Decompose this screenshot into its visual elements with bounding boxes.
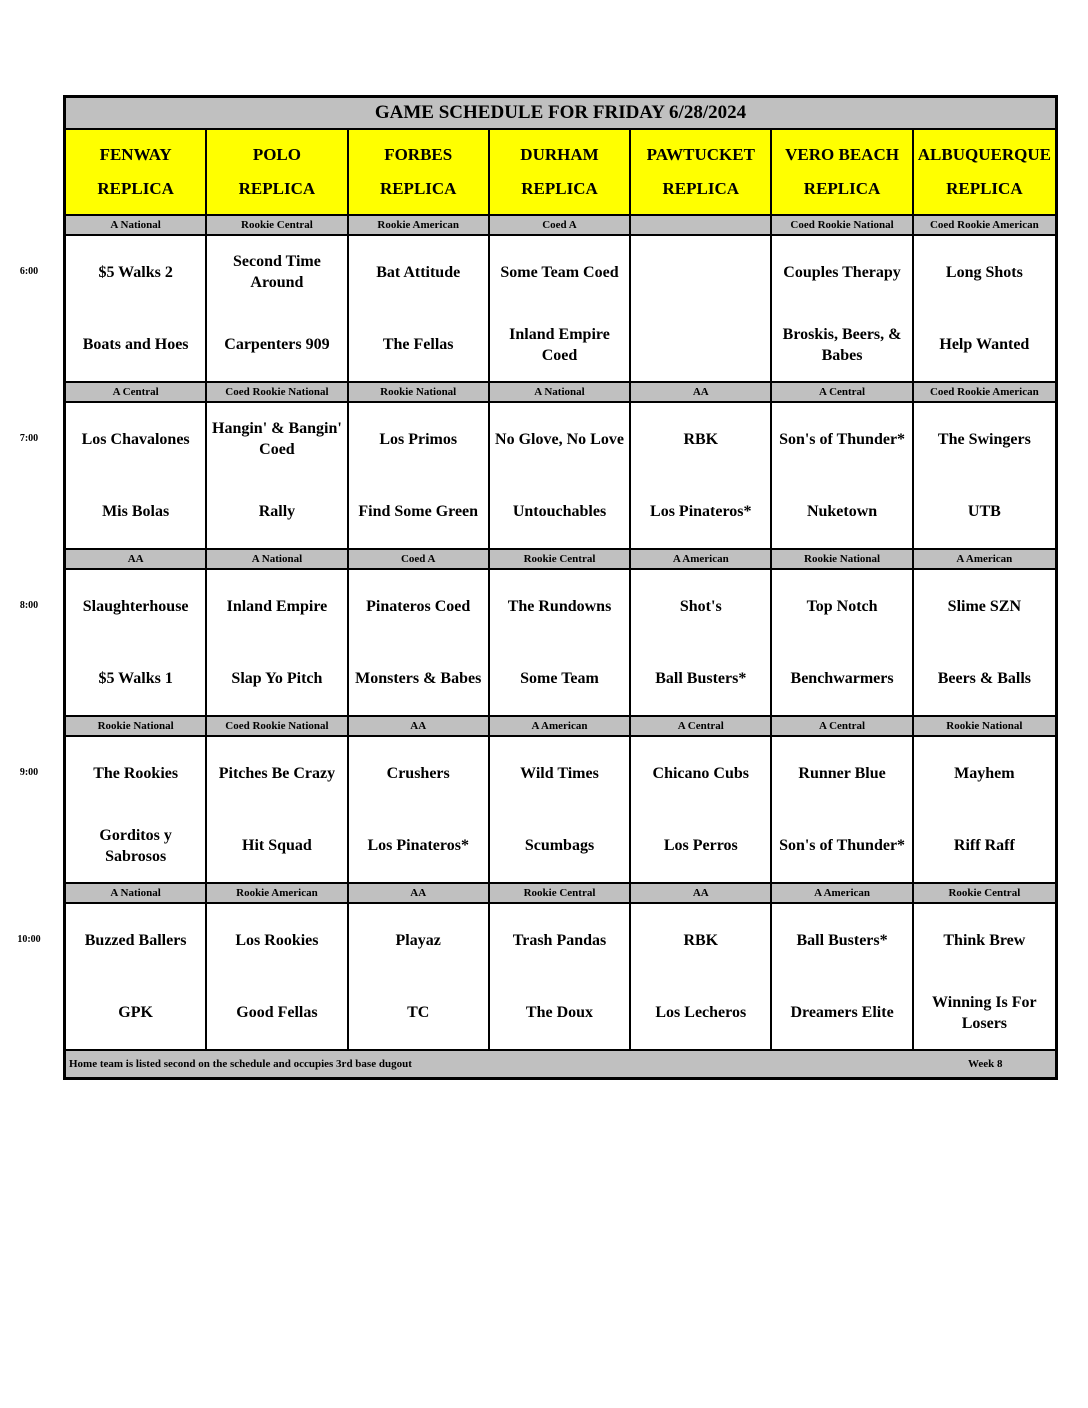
home-team: Find Some Green	[358, 503, 479, 521]
game-cell	[631, 904, 772, 1049]
away-team: Buzzed Ballers	[84, 931, 187, 949]
division-label: A Central	[772, 717, 913, 735]
division-row	[66, 550, 1055, 570]
away-team: Los Rookies	[235, 931, 319, 949]
game-row	[66, 403, 1055, 550]
game-row	[66, 236, 1055, 383]
division-label: A Central	[66, 383, 207, 401]
field-name: DURHAM	[520, 145, 599, 164]
division-label: Rookie National	[946, 720, 1023, 732]
home-team: Scumbags	[524, 837, 595, 855]
game-cell	[66, 236, 207, 381]
division-row	[66, 884, 1055, 904]
game-cell	[349, 570, 490, 715]
away-team: Son's of Thunder*	[779, 430, 906, 448]
field-name: FENWAY	[99, 145, 172, 164]
game-cell	[772, 737, 913, 882]
division-label: AA	[631, 884, 772, 902]
game-cell	[66, 737, 207, 882]
home-team: Help Wanted	[939, 336, 1030, 354]
home-team: Los Lecheros	[655, 1004, 747, 1022]
away-team: Mayhem	[954, 764, 1015, 782]
game-cell	[631, 236, 772, 381]
game-cell	[490, 737, 631, 882]
away-team: Top Notch	[806, 597, 878, 615]
game-cell	[207, 236, 348, 381]
division-label: Coed A	[490, 216, 631, 234]
home-team: The Fellas	[382, 336, 454, 354]
home-team: Los Pinateros*	[367, 837, 469, 855]
field-header-2	[349, 130, 490, 214]
division-label	[631, 216, 772, 234]
game-row	[66, 737, 1055, 884]
home-team: Nuketown	[806, 503, 878, 521]
division-label: Coed Rookie National	[772, 216, 913, 234]
away-team: Playaz	[395, 931, 441, 949]
division-label: AA	[349, 717, 490, 735]
field-name: FORBES	[384, 145, 453, 164]
field-subtitle: REPLICA	[379, 179, 457, 198]
game-cell	[772, 570, 913, 715]
away-team: Pitches Be Crazy	[218, 764, 336, 782]
home-team: UTB	[967, 503, 1001, 521]
division-label: Coed Rookie American	[929, 219, 1039, 231]
away-team: The Swingers	[937, 430, 1031, 448]
home-team: Los Pinateros*	[650, 503, 752, 521]
division-label: A Central	[631, 717, 772, 735]
division-row	[66, 383, 1055, 403]
division-label: Rookie National	[772, 550, 913, 568]
division-label: Rookie Central	[207, 216, 348, 234]
division-label: Rookie American	[349, 216, 490, 234]
game-cell	[914, 570, 1055, 715]
away-team: RBK	[683, 430, 719, 448]
game-cell	[914, 904, 1055, 1049]
game-cell	[914, 403, 1055, 548]
time-label: 9:00	[19, 767, 39, 778]
away-team: Runner Blue	[798, 764, 886, 782]
division-row	[66, 216, 1055, 236]
game-cell	[490, 403, 631, 548]
home-team: Boats and Hoes	[82, 336, 189, 354]
division-label: AA	[66, 550, 207, 568]
game-cell	[914, 737, 1055, 882]
division-label: Rookie National	[66, 717, 207, 735]
away-team: Bat Attitude	[376, 263, 461, 281]
field-header-3	[490, 130, 631, 214]
division-label: A National	[66, 884, 207, 902]
game-cell	[66, 403, 207, 548]
division-row	[66, 717, 1055, 737]
game-cell	[631, 403, 772, 548]
game-cell	[772, 403, 913, 548]
time-label: 6:00	[19, 266, 39, 277]
home-team: Slap Yo Pitch	[231, 670, 323, 688]
field-header-1	[207, 130, 348, 214]
division-label: Coed Rookie National	[207, 383, 348, 401]
game-cell	[772, 904, 913, 1049]
division-label: Rookie Central	[490, 884, 631, 902]
field-header-6	[914, 130, 1055, 214]
field-subtitle: REPLICA	[97, 179, 174, 198]
home-team	[631, 309, 770, 382]
game-row	[66, 904, 1055, 1051]
home-team: Monsters & Babes	[355, 670, 482, 688]
time-label: 7:00	[19, 433, 39, 444]
home-team: Riff Raff	[953, 837, 1015, 855]
game-cell	[631, 737, 772, 882]
home-team: Winning Is For Losers	[932, 993, 1037, 1032]
field-subtitle: REPLICA	[803, 179, 881, 198]
division-label: A American	[631, 550, 772, 568]
game-cell	[349, 737, 490, 882]
game-cell	[914, 236, 1055, 381]
field-name: PAWTUCKET	[646, 145, 755, 164]
game-cell	[631, 570, 772, 715]
home-team: GPK	[118, 1004, 153, 1022]
away-team: The Rundowns	[507, 597, 612, 615]
away-team: Second Time Around	[232, 253, 321, 292]
away-team: Los Primos	[379, 430, 458, 448]
away-team: Inland Empire	[226, 597, 328, 615]
time-slots	[66, 216, 1055, 1051]
away-team: Ball Busters*	[796, 931, 888, 949]
away-team: Some Team Coed	[500, 263, 619, 281]
game-cell	[66, 570, 207, 715]
away-team: RBK	[683, 931, 719, 949]
schedule-title: GAME SCHEDULE FOR FRIDAY 6/28/2024	[66, 98, 1055, 130]
away-team	[631, 236, 770, 309]
away-team: Pinateros Coed	[366, 597, 471, 615]
division-label: Rookie Central	[490, 550, 631, 568]
game-cell	[490, 904, 631, 1049]
home-team: Hit Squad	[242, 837, 312, 855]
field-subtitle: REPLICA	[662, 179, 740, 198]
home-team: Good Fellas	[236, 1004, 318, 1022]
field-header-0	[66, 130, 207, 214]
away-team: Slime SZN	[947, 597, 1022, 615]
division-label: Coed Rookie American	[929, 386, 1039, 398]
field-subtitle: REPLICA	[521, 179, 598, 198]
game-row	[66, 570, 1055, 717]
week-label: Week 8	[968, 1058, 1003, 1070]
home-team: Rally	[258, 503, 296, 521]
schedule-table	[63, 95, 1058, 1080]
field-header-5	[772, 130, 913, 214]
time-label: 8:00	[19, 600, 39, 611]
home-team: Mis Bolas	[102, 503, 170, 521]
home-team: Gorditos y Sabrosos	[99, 826, 172, 865]
field-name: ALBUQUERQUE	[917, 145, 1051, 164]
game-cell	[772, 236, 913, 381]
home-team: Los Perros	[663, 837, 738, 855]
home-team: Untouchables	[512, 503, 607, 521]
home-team: The Doux	[525, 1004, 594, 1022]
away-team: Hangin' & Bangin' Coed	[212, 420, 342, 459]
away-team: $5 Walks 2	[98, 263, 173, 281]
game-cell	[207, 403, 348, 548]
home-team: Inland Empire Coed	[509, 325, 610, 364]
away-team: Trash Pandas	[512, 931, 607, 949]
away-team: Los Chavalones	[81, 430, 190, 448]
division-label: AA	[631, 383, 772, 401]
away-team: Crushers	[386, 764, 450, 782]
away-team: Long Shots	[945, 263, 1023, 281]
game-cell	[207, 904, 348, 1049]
home-team: Ball Busters*	[655, 670, 747, 688]
away-team: Slaughterhouse	[82, 597, 189, 615]
division-label: A National	[490, 383, 631, 401]
division-label: Coed A	[349, 550, 490, 568]
division-label: A American	[956, 553, 1013, 565]
game-cell	[349, 236, 490, 381]
field-header-4	[631, 130, 772, 214]
away-team: Wild Times	[520, 764, 599, 782]
away-team: Couples Therapy	[783, 263, 901, 281]
game-cell	[490, 236, 631, 381]
field-subtitle: REPLICA	[238, 179, 316, 198]
home-team: $5 Walks 1	[98, 670, 173, 688]
game-cell	[66, 904, 207, 1049]
game-cell	[207, 737, 348, 882]
field-name: POLO	[252, 145, 301, 164]
game-cell	[490, 570, 631, 715]
home-team: Beers & Balls	[937, 670, 1032, 688]
game-cell	[349, 403, 490, 548]
game-cell	[349, 904, 490, 1049]
home-team: Some Team	[520, 670, 599, 688]
division-label: Rookie American	[207, 884, 348, 902]
field-subtitle: REPLICA	[946, 179, 1023, 198]
field-header-row	[66, 130, 1055, 216]
home-team: TC	[407, 1004, 430, 1022]
game-cell	[207, 570, 348, 715]
division-label: Rookie National	[349, 383, 490, 401]
home-team: Benchwarmers	[790, 670, 894, 688]
away-team: The Rookies	[93, 764, 179, 782]
away-team: Think Brew	[943, 931, 1026, 949]
division-label: A American	[490, 717, 631, 735]
division-label: AA	[349, 884, 490, 902]
away-team: Shot's	[679, 597, 722, 615]
division-label: A National	[66, 216, 207, 234]
home-team: Carpenters 909	[224, 336, 330, 354]
away-team: Chicano Cubs	[652, 764, 750, 782]
away-team: No Glove, No Love	[495, 430, 624, 448]
division-label: Coed Rookie National	[207, 717, 348, 735]
division-label: A American	[772, 884, 913, 902]
division-label: A National	[207, 550, 348, 568]
home-team: Broskis, Beers, & Babes	[782, 325, 902, 364]
home-team: Dreamers Elite	[790, 1004, 894, 1022]
division-label: A Central	[772, 383, 913, 401]
footer-row	[66, 1051, 1055, 1077]
division-label: Rookie Central	[948, 887, 1021, 899]
footer-note: Home team is listed second on the schedule and occupies 3rd base dugout	[69, 1058, 412, 1070]
field-name: VERO BEACH	[785, 145, 899, 164]
home-team: Son's of Thunder*	[779, 837, 906, 855]
time-label: 10:00	[17, 934, 41, 945]
